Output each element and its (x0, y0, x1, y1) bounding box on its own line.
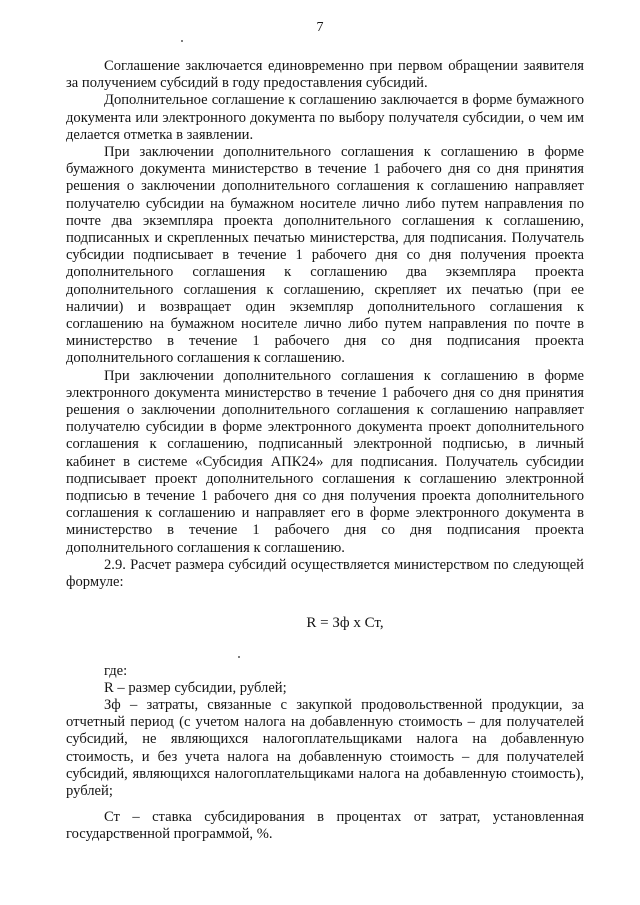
paragraph-agreement: Соглашение заключается единовременно при первом обращении заявителя за получением субсидий в году предоставления субсидий. (66, 58, 584, 92)
paragraph-additional-agreement: Дополнительное соглашение к соглашению заключается в форме бумажного документа или электронного документа по выбору получателя субсидии, о чем им делается отметка в заявлении. (66, 92, 584, 143)
definition-st: Ст – ставка субсидирования в процентах от затрат, установленная государственной программой, %. (66, 809, 584, 843)
formula: R = Зф х Ст, (306, 615, 384, 632)
definition-r: R – размер субсидии, рублей; (104, 679, 287, 696)
scan-speck (181, 40, 183, 42)
paragraph-electronic-form: При заключении дополнительного соглашения к соглашению в форме электронного документа министерство в течение 1 рабочего дня со дня принятия решения о заключении дополнительного соглашения к соглашению направляет получателю субсидии в форме электронного документа проект дополнительного соглашения к соглашению, подписанный электронной подписью, в личный кабинет в системе «Субсидия АПК24» для подписания. Получатель субсидии подписывает проект дополнительного соглашения к соглашению электронной подписью в течение 1 рабочего дня со дня получения проекта дополнительного соглашения к соглашению и направляет его в форме электронного документа в министерство в течение 1 рабочего дня со дня подписания проекта дополнительного соглашения к соглашению. (66, 367, 584, 556)
page-number: 7 (316, 20, 324, 35)
definition-zf: Зф – затраты, связанные с закупкой продовольственной продукции, за отчетный период (с учетом налога на добавленную стоимость – для получателей субсидий, не являющихся налогоплательщиками налога на добавленную стоимость, и без учета налога на добавленную стоимость – для получателей субсидий, являющихся налогоплательщиками налога на добавленную стоимость), рублей; (66, 696, 584, 799)
body-text (66, 58, 584, 844)
paragraph-paper-form: При заключении дополнительного соглашения к соглашению в форме бумажного документа министерство в течение 1 рабочего дня со дня принятия решения о заключении дополнительного соглашения к соглашению направляет получателю субсидии на бумажном носителе лично либо путем направления по почте два экземпляра проекта дополнительного соглашения к соглашению, подписанных и скрепленных печатью министерства, для подписания. Получатель субсидии подписывает в течение 1 рабочего дня со дня получения проекта дополнительного соглашения к соглашению два экземпляра проекта дополнительного соглашения к соглашению, скрепляет их печатью (при ее наличии) и возвращает один экземпляр дополнительного соглашения к соглашению на бумажном носителе лично либо путем направления по почте в министерство в течение 1 рабочего дня со дня подписания проекта дополнительного соглашения к соглашению. (66, 144, 584, 367)
paragraph-calculation: 2.9. Расчет размера субсидий осуществляется министерством по следующей формуле: (66, 556, 584, 591)
where-label: где: (104, 662, 128, 679)
